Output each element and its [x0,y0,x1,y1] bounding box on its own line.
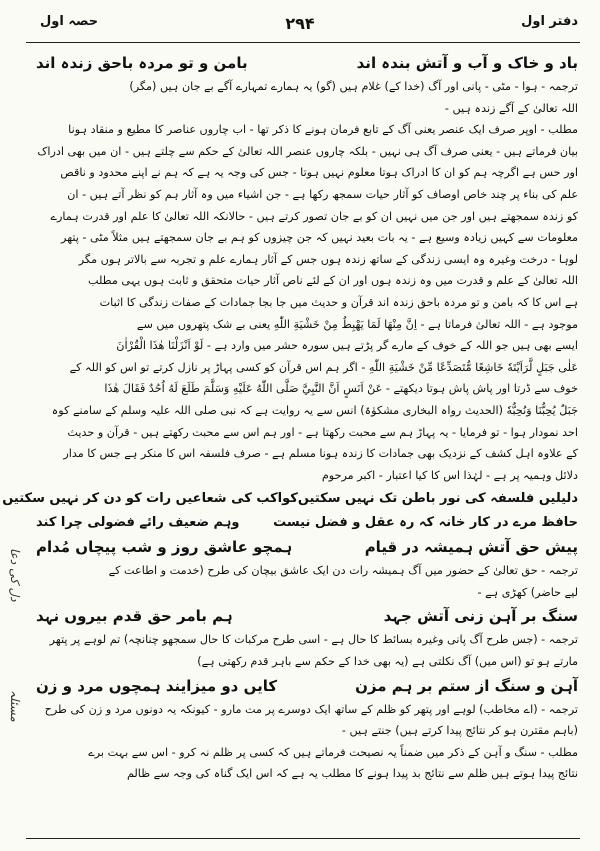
margin-note: مسئلہ [8,690,22,722]
text-line: لوہا - درخت وغیرہ وہ ایسی زندگی کے ساتھ زندہ ہوں جس کے آثار ہمارے علم و تجربہ سے بالاتر ہوں مگر [78,252,578,266]
top-rule [26,42,580,43]
translation-paragraph [36,699,578,785]
text-line: موجود ہے - اللہ تعالیٰ فرماتا ہے - اِنَّ مِنْهَا لَمَا يَهْبِطُ مِنْ خَشْيَةِ اللّٰهِ یعنی بے شک پتھروں میں سے [136,317,578,331]
text-line: اور حس ہے اگرچہ ہم کو ان کا ادراک ہوتا معلوم نہیں ہوتا - جس کی وجہ یہ ہے کہ ہم نے اپنے محدود و ناقص [60,166,578,180]
page-number: ۲۹۴ [285,14,315,33]
header-section-title: دفتر اول [521,14,578,29]
text-line: مطلب - اوپر صرف ایک عنصر یعنی آگ کے تابع فرمان ہونے کا ذکر تھا - اب چاروں عناصر کا مطیع و منقاد ہونا [68,123,578,137]
verse-left-hemistich: بامن و تو مردہ باحق زندہ اند [36,54,248,72]
text-line: اللہ تعالیٰ کے علم و قدرت میں وہ زندہ ہوں اور ان کے لئے ناص آثار حیات متحقق و ثابت ہوں یہی مطلب [87,274,578,288]
translation-paragraph [36,76,578,486]
verse-couplet [36,534,578,560]
text-line: احد نمودار ہوا - تو فرمایا - یہ پہاڑ ہم سے محبت رکھتا ہے - اور ہم اس سے محبت رکھتے ہیں - قرآن و حدیث [67,425,578,439]
verse-left-hemistich: ہمچو عاشق روز و شب پیچاں مُدام [36,538,293,557]
verse-right-hemistich: حافظ مرے در کار خانہ کہ رہ عقل و فضل نیست [273,515,578,531]
verse-left-hemistich: کایں دو میزایند ہمچوں مرد و زن [36,676,278,695]
text-line: اللہ تعالیٰ کے آگے زندہ ہیں - [444,101,578,115]
text-line: خوف سے ڈرتا اور پاش پاش ہوتا دیکھتے - عَنْ اَنَسٍ اَنَّ النَّبِيَّ صَلَّى اللّٰهُ عَلَيْهِ وَسَلَّمَ طَلَعَ لَهُ اُحُدٌ فَقَالَ هٰذَا [104,382,578,396]
verse-left-hemistich: وہم ضعیف رائے فضولی چرا کند [36,515,240,531]
verse-right-hemistich: دلیلیں فلسفہ کی نور باطن تک نہیں سکتیں [297,491,578,507]
text-line: نتائج پیدا ہوتے ہیں ظلم سے نتائج بد پیدا ہونے کا مطلب یہ ہے کہ اس ایک گناہ کی وجہ سے ظالم [126,767,578,781]
verse-couplet [36,512,578,534]
verse-couplet [2,486,578,512]
verse-couplet [36,50,578,76]
text-line: ترجمہ - (جس طرح آگ پانی وغیرہ بسائط کا حال ہے - اسی طرح مرکبات کا حال سمجھو چنانچہ) تم لوہے پر پتھر [49,633,578,647]
text-line: ہے اس کا کہ بامن و تو مردہ باحق زندہ اند قرآن و حدیث میں جا بجا جمادات کے صفات زندگی کا اثبات [99,295,578,309]
verse-couplet [36,673,578,699]
verse-couplet [36,603,578,629]
text-line: ترجمہ - ہوا - مٹی - پانی اور آگ (خدا کے) غلام ہیں (گو) یہ ہمارے تمہارے آگے بے جان ہیں (مگر) [129,80,578,93]
verse-right-hemistich: سنگ بر آہن زنی آتش جہد [383,607,578,626]
text-line: معلومات سے کہیں زیادہ وسیع ہے - یہ بات بعید نہیں کہ جن چیزوں کو ہم بے جان سمجھتے ہیں مثلاً مٹی - پتھر [61,231,578,245]
margin-note: دل کی دعا [8,548,22,602]
text-line: مارتے ہو تو (اس میں) آگ نکلتی ہے (یہ بھی خدا کے حکم سے باہر قدم رکھتی ہے) [197,655,578,669]
text-line: کے علاوہ اہل کشف کے نزدیک بھی جمادات کا زندہ ہونا مسلم ہے - صرف فلسفہ اس کا منکر ہے جس کا مدار [63,447,578,461]
verse-right-hemistich: آہن و سنگ از ستم بر ہم مزن [355,676,578,695]
bottom-rule [26,838,580,839]
text-line: ترجمہ - حق تعالیٰ کے حضور میں آگ ہمیشہ رات دن ایک عاشق بیچان کی طرح (خدمت و اطاعت کے [108,564,578,578]
text-line: کو زندہ سمجھتے ہیں اور جن میں نہیں ان کو بے جان تصور کرتے ہیں - حالانکہ اللہ تعالیٰ کا علم اور قدرت ہمارے [50,209,578,223]
text-line: ایسے بھی ہیں جو اللہ کے خوف کے مارے گر پڑتے ہیں سورہ حشر میں وارد ہے - لَوْ اَنْزَلْنَا هٰذَا الْقُرْاٰنَ [116,339,578,353]
translation-paragraph [36,560,578,603]
text-line: جَبَلٌ يُحِبُّنَا وَنُحِبُّهٗ (الحدیث رواہ البخاری مشکوٰۃ) انس سے یہ روایت ہے کہ نبی صلی اللہ علیہ وسلم کے سامنے کوہ [51,403,578,417]
text-line: دلائل وہمیہ پر ہے - لہٰذا اس کا کیا اعتبار - اکبر مرحوم [321,468,578,482]
text-line: (باہم مقترن ہو کر نتائج پیدا کرتے ہیں) جنتے ہیں - [341,724,578,738]
verse-right-hemistich: باد و خاک و آب و آتش بندہ اند [356,54,578,72]
verse-right-hemistich: پیش حق آتش ہمیشہ در قیام [364,538,578,557]
text-line: مطلب - سنگ و آہن کے ذکر میں ضمناً یہ نصیحت فرماتے ہیں کہ کسی پر ظلم نہ کرو - اس سے بہت برے [88,745,578,759]
text-line: بیان فرماتے ہیں - یعنی صرف آگ ہی نہیں - بلکہ چاروں عنصر اللہ تعالیٰ کے حکم سے چلتے ہیں - ان میں بھی ادراک [37,144,578,158]
header-part-title: حصہ اول [40,14,99,29]
text-line: علم کی بناء پر چند خاص اوصاف کو آثار حیات سمجھ رکھا ہے - جن اشیاء میں وہ آثار ہم کو نظر آتے ہیں - ان [67,187,578,201]
text-line: لیے حاضر) کھڑی ہے - [477,585,578,599]
verse-left-hemistich: کواکب کی شعاعیں رات کو دن کر نہیں سکتیں [2,491,298,507]
translation-paragraph [36,629,578,672]
verse-left-hemistich: ہم بامر حق قدم بیروں نہد [36,607,233,626]
text-line: عَلٰى جَبَلٍ لَّرَاَيْتَهٗ خَاشِعًا مُّتَصَدِّعًا مِّنْ خَشْيَةِ اللّٰهِ - اگر ہم اس قرآن کو کسی پہاڑ پر نازل کرتے تو اس کو اللہ کے [69,360,578,374]
text-line: ترجمہ - (اے مخاطب) لوہے اور پتھر کو ظلم کے ساتھ ایک دوسرے پر مت مارو - کیونکہ یہ دونوں مرد و زن کی طرح [44,702,578,716]
